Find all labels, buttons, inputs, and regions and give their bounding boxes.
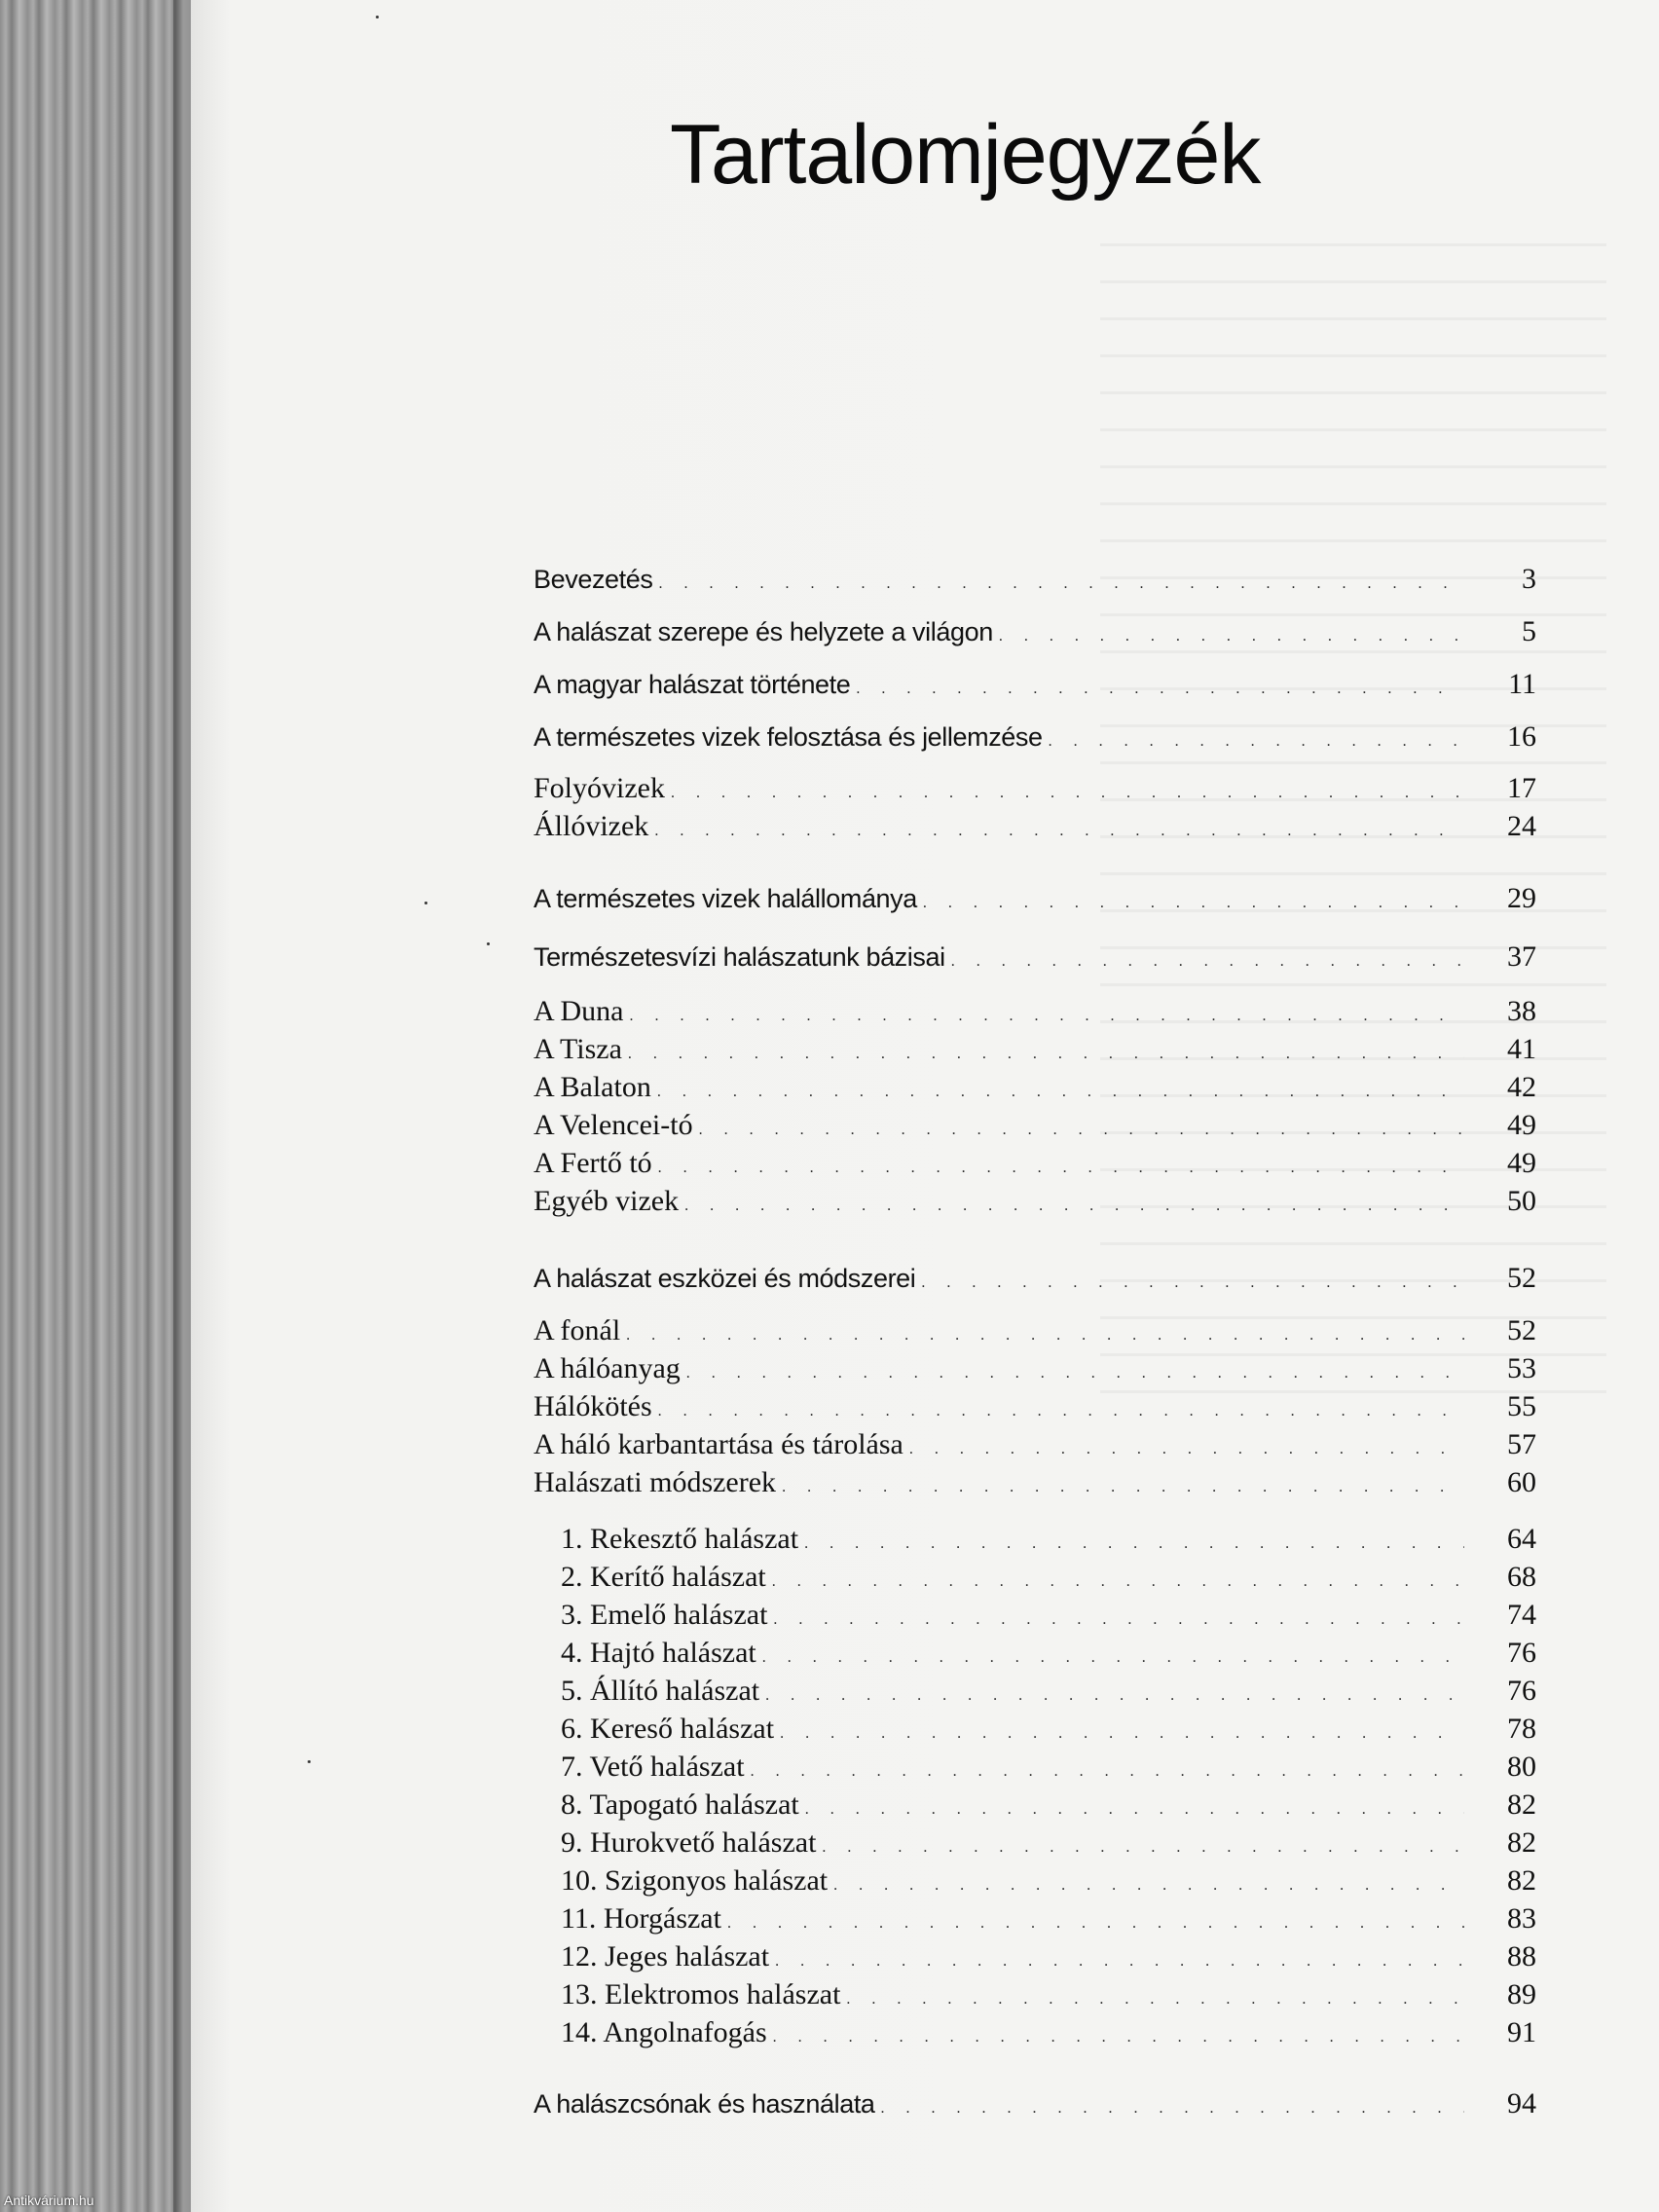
toc-entry[interactable] <box>534 2087 1536 2126</box>
toc-page-number: 3 <box>1522 563 1536 595</box>
toc-entry-title: A halászcsónak és használata <box>534 2089 875 2119</box>
book-spine-edge <box>0 0 191 2212</box>
toc-page-number: 88 <box>1507 1940 1536 1972</box>
dot-leader <box>833 1877 1464 1895</box>
watermark: Antikvárium.hu <box>4 2193 94 2208</box>
toc-entry-title: Állóvizek <box>534 810 649 842</box>
toc-subentry[interactable] <box>561 1637 1536 1676</box>
toc-subentry[interactable] <box>561 1751 1536 1789</box>
toc-entry-title: Bevezetés <box>534 565 653 594</box>
print-speck <box>424 902 427 904</box>
dot-leader <box>999 628 1464 645</box>
toc-page-number: 94 <box>1507 2087 1536 2120</box>
dot-leader <box>822 1839 1464 1857</box>
toc-entry-title: A fonál <box>534 1314 621 1346</box>
toc-entry[interactable] <box>534 1390 1536 1429</box>
dot-leader <box>751 1763 1464 1781</box>
toc-entry-title: 14. Angolnafogás <box>561 2016 767 2048</box>
toc-entry-title: Hálókötés <box>534 1390 652 1422</box>
dot-leader <box>630 1008 1465 1025</box>
toc-entry[interactable] <box>534 940 1536 979</box>
toc-entry[interactable] <box>534 882 1536 921</box>
toc-entry-title: A halászat eszközei és módszerei <box>534 1264 916 1293</box>
toc-page-number: 55 <box>1507 1390 1536 1422</box>
toc-subentry[interactable] <box>561 1978 1536 2017</box>
toc-page-number: 82 <box>1507 1788 1536 1821</box>
toc-entry[interactable] <box>534 1147 1536 1186</box>
toc-entry[interactable] <box>534 995 1536 1034</box>
toc-page-number: 80 <box>1507 1751 1536 1783</box>
toc-entry[interactable] <box>534 720 1536 759</box>
toc-subentry[interactable] <box>561 1902 1536 1941</box>
toc-entry-title: Egyéb vizek <box>534 1185 680 1217</box>
dot-leader <box>782 1479 1464 1496</box>
toc-entry-title: A Balaton <box>534 1071 651 1103</box>
toc-page-number: 29 <box>1507 882 1536 914</box>
toc-subentry[interactable] <box>561 1826 1536 1865</box>
toc-entry-title: A természetes vizek felosztása és jellemzése <box>534 722 1043 752</box>
toc-entry[interactable] <box>534 1033 1536 1072</box>
toc-page-number: 74 <box>1507 1599 1536 1631</box>
toc-page-number: 76 <box>1507 1675 1536 1707</box>
toc-entry-title: A magyar halászat története <box>534 670 851 699</box>
toc-entry[interactable] <box>534 810 1536 849</box>
toc-page-number: 91 <box>1507 2016 1536 2048</box>
toc-page-number: 82 <box>1507 1864 1536 1897</box>
toc-entry-title: 1. Rekesztő halászat <box>561 1523 799 1555</box>
dot-leader <box>628 1046 1464 1063</box>
dot-leader <box>671 785 1464 802</box>
dot-leader <box>773 2029 1464 2046</box>
dot-leader <box>684 1198 1464 1215</box>
toc-entry-title: 12. Jeges halászat <box>561 1940 770 1972</box>
toc-entry-title: 8. Tapogató halászat <box>561 1788 799 1821</box>
dot-leader <box>846 1991 1464 2009</box>
toc-entry[interactable] <box>534 1071 1536 1110</box>
toc-page-number: 78 <box>1507 1713 1536 1745</box>
toc-entry-title: 10. Szigonyos halászat <box>561 1864 829 1897</box>
toc-entry-title: 13. Elektromos halászat <box>561 1978 841 2010</box>
toc-entry[interactable] <box>534 1262 1536 1301</box>
toc-entry[interactable] <box>534 1466 1536 1505</box>
toc-page-number: 42 <box>1507 1071 1536 1103</box>
dot-leader <box>762 1649 1464 1667</box>
toc-entry-title: A Velencei-tó <box>534 1109 693 1141</box>
toc-subentry[interactable] <box>561 1713 1536 1751</box>
toc-entry-title: 4. Hajtó halászat <box>561 1637 756 1669</box>
dot-leader <box>856 681 1464 698</box>
dot-leader <box>951 953 1464 971</box>
toc-page-number: 83 <box>1507 1902 1536 1935</box>
toc-entry-title: 5. Állító halászat <box>561 1675 760 1707</box>
toc-page-number: 53 <box>1507 1352 1536 1384</box>
toc-page-number: 5 <box>1522 615 1536 647</box>
toc-subentry[interactable] <box>561 1523 1536 1562</box>
toc-subentry[interactable] <box>561 2016 1536 2055</box>
toc-page-number: 17 <box>1507 772 1536 804</box>
toc-page-number: 38 <box>1507 995 1536 1027</box>
dot-leader <box>699 1122 1464 1139</box>
toc-entry-title: 6. Kereső halászat <box>561 1713 775 1745</box>
toc-entry-title: 11. Horgászat <box>561 1902 721 1935</box>
toc-page-number: 76 <box>1507 1637 1536 1669</box>
dot-leader <box>1049 733 1464 751</box>
toc-entry-title: Természetesvízi halászatunk bázisai <box>534 942 945 972</box>
toc-entry-title: Folyóvizek <box>534 772 665 804</box>
dot-leader <box>773 1611 1464 1629</box>
dot-leader <box>775 1953 1464 1971</box>
dot-leader <box>658 1403 1464 1420</box>
toc-entry[interactable] <box>534 772 1536 811</box>
toc-entry[interactable] <box>534 1314 1536 1353</box>
dot-leader <box>658 575 1464 593</box>
dot-leader <box>909 1441 1464 1458</box>
toc-entry-title: A háló karbantartása és tárolása <box>534 1428 903 1460</box>
toc-page-number: 52 <box>1507 1314 1536 1346</box>
dot-leader <box>658 1160 1464 1177</box>
toc-entry[interactable] <box>534 1109 1536 1148</box>
toc-page-number: 57 <box>1507 1428 1536 1460</box>
dot-leader <box>657 1084 1464 1101</box>
toc-page-number: 52 <box>1507 1262 1536 1294</box>
toc-page-number: 60 <box>1507 1466 1536 1498</box>
toc-subentry[interactable] <box>561 1864 1536 1903</box>
toc-entry-title: A halászat szerepe és helyzete a világon <box>534 617 993 646</box>
print-speck <box>308 1760 311 1763</box>
dot-leader <box>654 823 1464 840</box>
toc-entry-title: A hálóanyag <box>534 1352 681 1384</box>
dot-leader <box>686 1365 1464 1382</box>
toc-page-number: 64 <box>1507 1523 1536 1555</box>
dot-leader <box>923 895 1464 912</box>
toc-subentry[interactable] <box>561 1788 1536 1827</box>
toc-page-number: 37 <box>1507 940 1536 973</box>
print-speck <box>487 942 490 945</box>
print-speck <box>376 16 379 18</box>
dot-leader <box>881 2100 1464 2118</box>
toc-page-number: 89 <box>1507 1978 1536 2010</box>
toc-entry-title: A Fertő tó <box>534 1147 652 1179</box>
page-title: Tartalomjegyzék <box>670 108 1261 202</box>
toc-page-number: 49 <box>1507 1147 1536 1179</box>
dot-leader <box>805 1801 1464 1819</box>
dot-leader <box>727 1915 1464 1933</box>
toc-entry[interactable] <box>534 1185 1536 1224</box>
toc-entry-title: 9. Hurokvető halászat <box>561 1826 817 1859</box>
toc-subentry[interactable] <box>561 1599 1536 1638</box>
toc-entry-title: A Tisza <box>534 1033 622 1065</box>
toc-entry[interactable] <box>534 563 1536 602</box>
toc-page-number: 16 <box>1507 720 1536 753</box>
dot-leader <box>921 1274 1464 1292</box>
toc-entry[interactable] <box>534 1428 1536 1467</box>
toc-subentry[interactable] <box>561 1675 1536 1714</box>
toc-entry-title: Halászati módszerek <box>534 1466 777 1498</box>
toc-entry-title: 2. Kerítő halászat <box>561 1561 766 1593</box>
dot-leader <box>804 1535 1464 1553</box>
toc-page-number: 41 <box>1507 1033 1536 1065</box>
toc-entry-title: 3. Emelő halászat <box>561 1599 768 1631</box>
toc-page-number: 11 <box>1508 668 1536 700</box>
toc-entry[interactable] <box>534 615 1536 654</box>
toc-page-number: 50 <box>1507 1185 1536 1217</box>
toc-page-number: 82 <box>1507 1826 1536 1859</box>
toc-entry-title: A természetes vizek halállománya <box>534 884 917 913</box>
toc-entry[interactable] <box>534 668 1536 707</box>
toc-page-number: 49 <box>1507 1109 1536 1141</box>
toc-subentry[interactable] <box>561 1940 1536 1979</box>
dot-leader <box>626 1327 1464 1345</box>
toc-subentry[interactable] <box>561 1561 1536 1600</box>
toc-entry-title: A Duna <box>534 995 624 1027</box>
toc-page-number: 24 <box>1507 810 1536 842</box>
dot-leader <box>780 1725 1464 1743</box>
toc-entry-title: 7. Vető halászat <box>561 1751 745 1783</box>
toc-entry[interactable] <box>534 1352 1536 1391</box>
dot-leader <box>765 1687 1464 1705</box>
dot-leader <box>772 1573 1464 1591</box>
toc-page-number: 68 <box>1507 1561 1536 1593</box>
